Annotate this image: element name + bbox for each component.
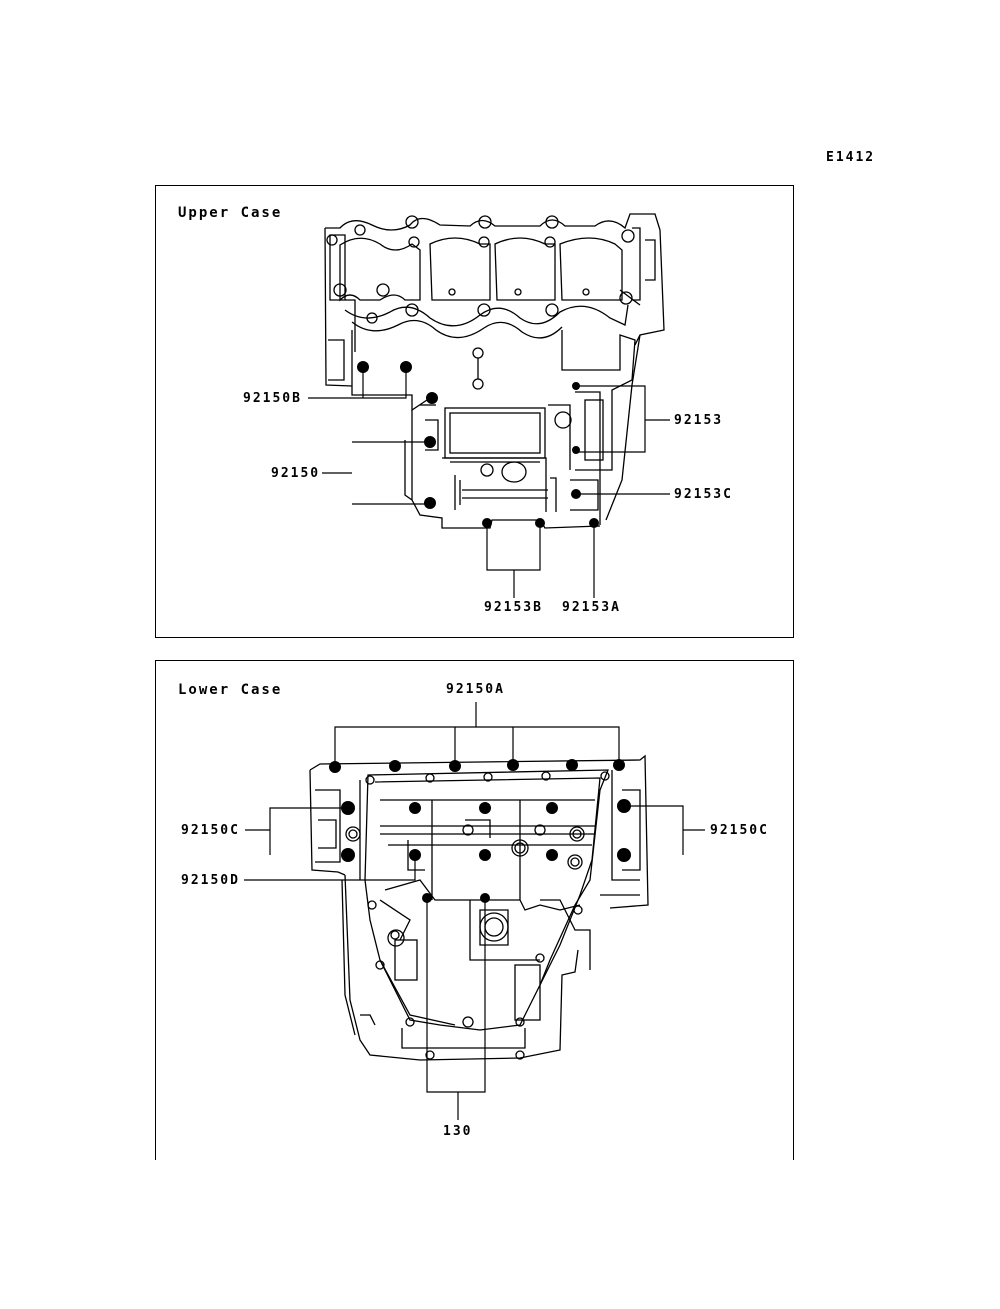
lower-case-panel	[155, 660, 794, 1160]
callout-92150D: 92150D	[181, 873, 240, 888]
callout-92153: 92153	[674, 413, 724, 428]
diagram-code: E1412	[826, 150, 876, 165]
callout-92150C-right: 92150C	[710, 823, 769, 838]
upper-case-title: Upper Case	[178, 205, 283, 221]
callout-92150B: 92150B	[243, 391, 302, 406]
callout-92153B: 92153B	[484, 600, 543, 615]
callout-92150A: 92150A	[446, 682, 505, 697]
callout-92153A: 92153A	[562, 600, 621, 615]
callout-130: 130	[443, 1124, 473, 1139]
callout-92153C: 92153C	[674, 487, 733, 502]
lower-case-title: Lower Case	[178, 682, 283, 698]
upper-case-drawing	[325, 214, 664, 528]
callout-92150C-left: 92150C	[181, 823, 240, 838]
callout-92150: 92150	[271, 466, 321, 481]
